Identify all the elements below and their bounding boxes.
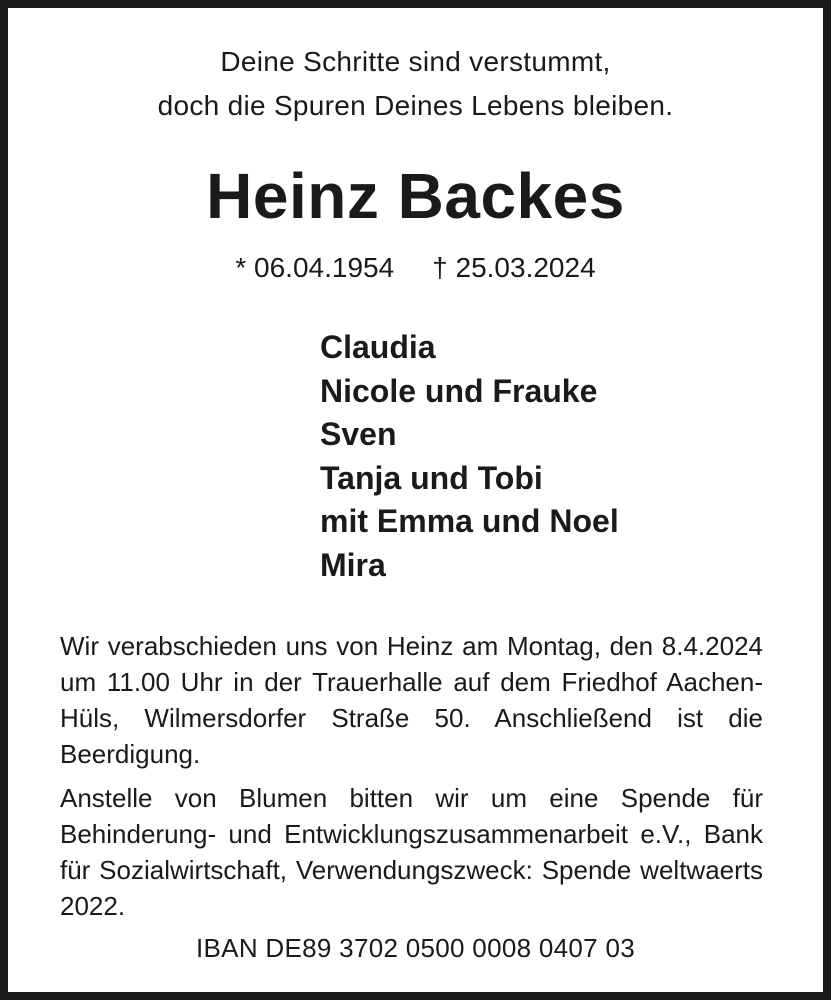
- deceased-name: Heinz Backes: [206, 160, 625, 232]
- mourners-list: [320, 326, 619, 587]
- donation-paragraph: Anstelle von Blumen bitten wir um eine Spende für Behinderung- und Entwicklungszusammenarbeit e.V., Bank für Sozialwirtschaft, Verwendungszweck: Spende weltwaerts 2022.: [60, 783, 763, 921]
- life-dates: [8, 250, 823, 286]
- motto-line-2: doch die Spuren Deines Lebens bleiben.: [157, 90, 674, 121]
- motto: [8, 40, 823, 128]
- iban-line: IBAN DE89 3702 0500 0008 0407 03: [196, 933, 635, 963]
- birth-date: * 06.04.1954: [235, 252, 395, 283]
- mourner-name: Mira: [320, 546, 386, 583]
- service-paragraph: Wir verabschieden uns von Heinz am Montag, den 8.4.2024 um 11.00 Uhr in der Trauerhalle auf dem Friedhof Aachen-Hüls, Wilmersdorfer Straße 50. Anschließend ist die Beerdigung.: [60, 631, 763, 769]
- mourner-name: mit Emma und Noel: [320, 503, 619, 539]
- mourner-name: Claudia: [320, 329, 436, 365]
- death-date: † 25.03.2024: [432, 252, 596, 283]
- mourner-name: Nicole und Frauke: [320, 372, 598, 409]
- mourner-name: Sven: [320, 416, 397, 452]
- mourner-name: Tanja und Tobi: [320, 459, 543, 496]
- motto-line-1: Deine Schritte sind verstummt,: [220, 46, 611, 77]
